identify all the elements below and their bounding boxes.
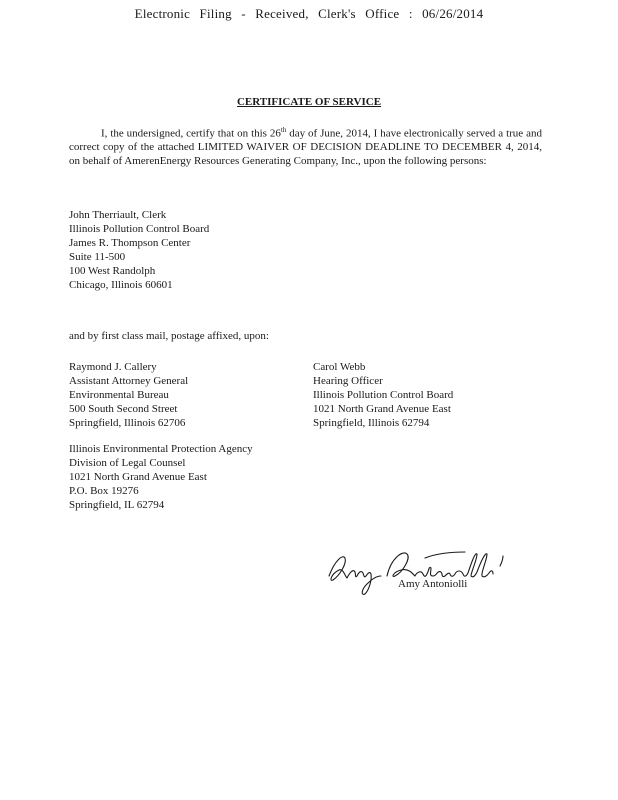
address-line: Springfield, IL 62794 — [69, 499, 165, 511]
handwritten-signature — [325, 546, 515, 606]
address-line: James R. Thompson Center — [69, 237, 191, 249]
address-line: P.O. Box 19276 — [69, 485, 139, 497]
certification-text-start: I, the undersigned, certify that on this 26 — [101, 127, 281, 140]
signer-name: Amy Antoniolli — [398, 578, 468, 590]
address-line: Illinois Pollution Control Board — [69, 223, 210, 235]
recipient-callery-address — [69, 360, 188, 430]
certification-paragraph — [69, 124, 542, 168]
address-line: Carol Webb — [313, 361, 366, 373]
address-line: Division of Legal Counsel — [69, 457, 186, 469]
recipient-iepa-address — [69, 442, 253, 512]
clerk-address-block — [69, 208, 209, 292]
address-line: Suite 11-500 — [69, 251, 126, 263]
address-line: Chicago, Illinois 60601 — [69, 279, 173, 291]
address-line: Raymond J. Callery — [69, 361, 157, 373]
address-line: Hearing Officer — [313, 375, 383, 387]
mail-service-intro: and by first class mail, postage affixed, upon: — [69, 330, 269, 342]
address-line: Springfield, Illinois 62706 — [69, 417, 186, 429]
address-line: Environmental Bureau — [69, 389, 169, 401]
filing-stamp-header: Electronic Filing - Received, Clerk's Office : 06/26/2014 — [134, 6, 484, 21]
address-line: Illinois Environmental Protection Agency — [69, 443, 253, 455]
address-line: Springfield, Illinois 62794 — [313, 417, 430, 429]
document-title: CERTIFICATE OF SERVICE — [236, 96, 382, 108]
certification-text-rest: day of June, 2014, I have electronically served a true and correct copy of the attached LIMITED WAIVER OF DECISION DEADLINE TO DECEMBER 4, 2014, on behalf of AmerenEnergy Resources Generating Company, Inc., upon the following persons: — [69, 127, 542, 167]
address-line: Assistant Attorney General — [69, 375, 189, 387]
address-line: John Therriault, Clerk — [69, 209, 167, 221]
address-line: 1021 North Grand Avenue East — [313, 403, 451, 415]
address-line: Illinois Pollution Control Board — [313, 389, 454, 401]
recipient-webb-address — [313, 360, 453, 430]
address-line: 500 South Second Street — [69, 403, 178, 415]
day-ordinal-suffix: th — [280, 126, 287, 134]
address-line: 1021 North Grand Avenue East — [69, 471, 207, 483]
address-line: 100 West Randolph — [69, 265, 156, 277]
